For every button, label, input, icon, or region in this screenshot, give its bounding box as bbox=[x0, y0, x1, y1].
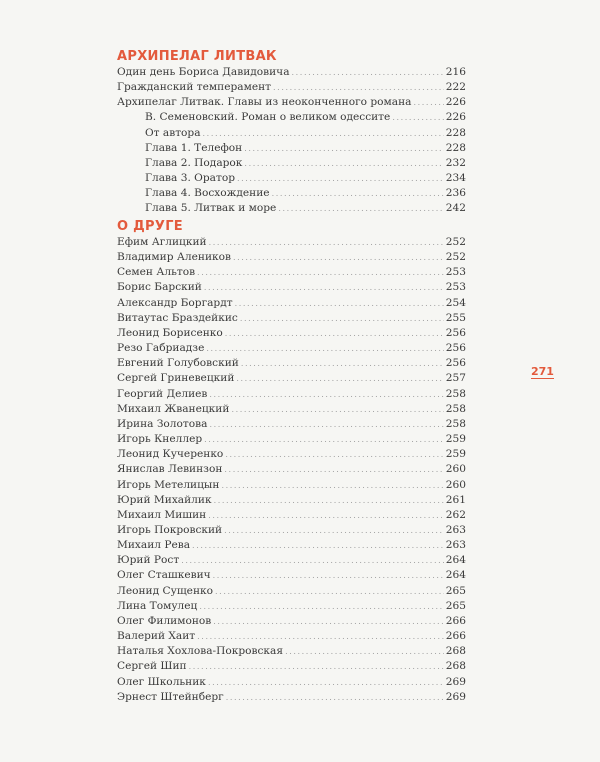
entry-title: Лина Томулец bbox=[117, 599, 198, 612]
dot-leader bbox=[392, 110, 443, 125]
entry-page: 263 bbox=[445, 523, 466, 536]
entry-page: 259 bbox=[445, 433, 466, 446]
entry-title: Гражданский темперамент bbox=[117, 81, 272, 94]
entry-title: Глава 5. Литвак и море bbox=[145, 202, 277, 215]
dot-leader bbox=[209, 235, 444, 250]
dot-leader bbox=[235, 296, 444, 311]
dot-leader bbox=[209, 417, 443, 432]
entry-title: В. Семеновский. Роман о великом одессите bbox=[145, 111, 391, 124]
entry-title: Витаутас Браздейкис bbox=[117, 311, 238, 324]
toc-entry bbox=[117, 462, 466, 477]
entry-page: 254 bbox=[445, 296, 466, 309]
toc-entry bbox=[117, 171, 466, 186]
toc-entry bbox=[117, 80, 466, 95]
entry-title: От автора bbox=[145, 126, 201, 139]
entry-title: Борис Барский bbox=[117, 281, 202, 294]
dot-leader bbox=[197, 265, 444, 280]
section-heading: АРХИПЕЛАГ ЛИТВАК bbox=[117, 49, 277, 64]
dot-leader bbox=[214, 493, 444, 508]
entry-title: Олег Сташкевич bbox=[117, 569, 211, 582]
entry-title: Глава 4. Восхождение bbox=[145, 187, 270, 200]
entry-title: Семен Альтов bbox=[117, 266, 196, 279]
dot-leader bbox=[204, 432, 444, 447]
dot-leader bbox=[213, 568, 444, 583]
toc-entry bbox=[117, 341, 466, 356]
toc-entry bbox=[117, 432, 466, 447]
dot-leader bbox=[225, 447, 443, 462]
entry-title: Игорь Покровский bbox=[117, 523, 223, 536]
entry-page: 226 bbox=[445, 96, 466, 109]
toc-entry bbox=[117, 186, 466, 201]
toc-entry bbox=[117, 523, 466, 538]
entry-title: Один день Бориса Давидовича bbox=[117, 66, 290, 78]
entry-page: 268 bbox=[445, 645, 466, 658]
toc-entry bbox=[117, 110, 466, 125]
toc-entry bbox=[117, 659, 466, 674]
dot-leader bbox=[241, 356, 444, 371]
entry-page: 256 bbox=[445, 326, 466, 339]
entry-page: 253 bbox=[445, 266, 466, 279]
toc-entry bbox=[117, 629, 466, 644]
entry-title: Сергей Шип bbox=[117, 660, 187, 673]
dot-leader bbox=[189, 659, 444, 674]
dot-leader bbox=[208, 675, 444, 690]
entry-page: 232 bbox=[445, 156, 466, 169]
entry-title: Ирина Золотова bbox=[117, 417, 208, 430]
entry-title: Наталья Хохлова-Покровская bbox=[117, 645, 284, 658]
entry-page: 228 bbox=[445, 126, 466, 139]
entry-title: Михаил Жванецкий bbox=[117, 402, 230, 415]
dot-leader bbox=[414, 95, 444, 110]
dot-leader bbox=[181, 553, 444, 568]
entry-title: Леонид Кучеренко bbox=[117, 448, 224, 461]
entry-page: 269 bbox=[445, 675, 466, 688]
toc-entry bbox=[117, 553, 466, 568]
entry-title: Олег Филимонов bbox=[117, 614, 212, 627]
entry-page: 253 bbox=[445, 281, 466, 294]
section-arkhipelag-litvak bbox=[117, 48, 466, 217]
dot-leader bbox=[273, 80, 444, 95]
toc-entry bbox=[117, 201, 466, 216]
entry-page: 228 bbox=[445, 141, 466, 154]
toc-entry bbox=[117, 417, 466, 432]
toc-entry bbox=[117, 95, 466, 110]
entry-page: 252 bbox=[445, 236, 466, 248]
entry-page: 264 bbox=[445, 554, 466, 567]
dot-leader bbox=[240, 311, 444, 326]
dot-leader bbox=[231, 402, 443, 417]
toc-entry bbox=[117, 402, 466, 417]
entry-page: 260 bbox=[445, 463, 466, 476]
entry-title: Евгений Голубовский bbox=[117, 357, 239, 370]
toc-entry bbox=[117, 250, 466, 265]
entry-title: Игорь Метелицын bbox=[117, 478, 220, 491]
entry-page: 268 bbox=[445, 660, 466, 673]
entry-title: Михаил Рева bbox=[117, 539, 191, 552]
entry-title: Юрий Михайлик bbox=[117, 493, 212, 506]
entry-title: Олег Школьник bbox=[117, 675, 206, 688]
toc-entry bbox=[117, 508, 466, 523]
entry-title: Глава 3. Оратор bbox=[145, 172, 235, 185]
toc-entry bbox=[117, 493, 466, 508]
entry-page: 265 bbox=[445, 599, 466, 612]
toc-entry bbox=[117, 387, 466, 402]
entry-title: Игорь Кнеллер bbox=[117, 433, 203, 446]
entry-page: 226 bbox=[445, 111, 466, 124]
entry-page: 258 bbox=[445, 387, 466, 400]
dot-leader bbox=[236, 371, 443, 386]
toc-entry bbox=[117, 478, 466, 493]
entry-page: 265 bbox=[445, 584, 466, 597]
entry-title: Михаил Мишин bbox=[117, 508, 207, 521]
toc-entry bbox=[117, 65, 466, 80]
dot-leader bbox=[244, 156, 443, 171]
entry-title: Леонид Сущенко bbox=[117, 584, 214, 597]
dot-leader bbox=[224, 462, 443, 477]
entry-page: 258 bbox=[445, 417, 466, 430]
toc-entry bbox=[117, 690, 466, 705]
toc-entry bbox=[117, 644, 466, 659]
toc-entry bbox=[117, 265, 466, 280]
entry-page: 257 bbox=[445, 372, 466, 385]
dot-leader bbox=[203, 126, 444, 141]
entry-title: Глава 1. Телефон bbox=[145, 141, 243, 154]
entry-page: 266 bbox=[445, 630, 466, 643]
entry-title: Эрнест Штейнберг bbox=[117, 690, 224, 703]
toc-entry bbox=[117, 447, 466, 462]
page-number: 271 bbox=[531, 365, 554, 378]
entry-page: 216 bbox=[445, 66, 466, 78]
dot-leader bbox=[208, 508, 444, 523]
entry-page: 262 bbox=[445, 508, 466, 521]
entry-page: 236 bbox=[445, 187, 466, 200]
section-heading: О ДРУГЕ bbox=[117, 219, 183, 234]
dot-leader bbox=[199, 599, 443, 614]
dot-leader bbox=[233, 250, 444, 265]
entry-title: Янислав Левинзон bbox=[117, 463, 223, 476]
entry-title: Архипелаг Литвак. Главы из неоконченного романа bbox=[117, 96, 412, 109]
dot-leader bbox=[204, 280, 444, 295]
entry-title: Сергей Гриневецкий bbox=[117, 372, 235, 385]
dot-leader bbox=[272, 186, 444, 201]
entry-page: 261 bbox=[445, 493, 466, 506]
dot-leader bbox=[206, 341, 443, 356]
section-o-druge bbox=[117, 218, 466, 705]
entry-page: 252 bbox=[445, 251, 466, 264]
entry-page: 234 bbox=[445, 172, 466, 185]
toc-entry bbox=[117, 675, 466, 690]
toc-entry bbox=[117, 141, 466, 156]
entry-page: 222 bbox=[445, 81, 466, 94]
entry-title: Валерий Хаит bbox=[117, 630, 196, 643]
dot-leader bbox=[285, 644, 444, 659]
toc-entry bbox=[117, 156, 466, 171]
toc-entry bbox=[117, 280, 466, 295]
toc-entry bbox=[117, 356, 466, 371]
toc-entry bbox=[117, 568, 466, 583]
dot-leader bbox=[292, 65, 444, 80]
dot-leader bbox=[221, 478, 443, 493]
entry-page: 264 bbox=[445, 569, 466, 582]
toc-entry bbox=[117, 326, 466, 341]
dot-leader bbox=[237, 171, 444, 186]
entry-title: Георгий Делиев bbox=[117, 387, 208, 400]
entry-page: 269 bbox=[445, 690, 466, 703]
toc-entry bbox=[117, 371, 466, 386]
toc-entry bbox=[117, 126, 466, 141]
dot-leader bbox=[244, 141, 444, 156]
entry-page: 256 bbox=[445, 342, 466, 355]
entry-page: 263 bbox=[445, 539, 466, 552]
entry-page: 266 bbox=[445, 614, 466, 627]
dot-leader bbox=[197, 629, 444, 644]
entry-title: Ефим Аглицкий bbox=[117, 236, 207, 248]
toc-entry bbox=[117, 614, 466, 629]
toc-entry bbox=[117, 584, 466, 599]
entry-page: 260 bbox=[445, 478, 466, 491]
entry-page: 258 bbox=[445, 402, 466, 415]
entry-page: 259 bbox=[445, 448, 466, 461]
entry-page: 255 bbox=[445, 311, 466, 324]
entry-title: Глава 2. Подарок bbox=[145, 156, 243, 169]
toc-entry bbox=[117, 311, 466, 326]
entry-title: Леонид Борисенко bbox=[117, 326, 223, 339]
entry-page: 256 bbox=[445, 357, 466, 370]
entry-title: Резо Габриадзе bbox=[117, 342, 205, 355]
dot-leader bbox=[225, 326, 444, 341]
entry-title: Владимир Алеников bbox=[117, 251, 231, 264]
entry-title: Юрий Рост bbox=[117, 554, 180, 567]
toc-entry bbox=[117, 296, 466, 311]
entry-page: 242 bbox=[445, 202, 466, 215]
entry-title: Александр Боргардт bbox=[117, 296, 233, 309]
dot-leader bbox=[278, 201, 443, 216]
dot-leader bbox=[224, 523, 444, 538]
toc-entry bbox=[117, 538, 466, 553]
dot-leader bbox=[213, 614, 443, 629]
dot-leader bbox=[192, 538, 444, 553]
dot-leader bbox=[226, 690, 444, 705]
dot-leader bbox=[209, 387, 443, 402]
dot-leader bbox=[215, 584, 444, 599]
toc-entry bbox=[117, 235, 466, 250]
toc-entry bbox=[117, 599, 466, 614]
